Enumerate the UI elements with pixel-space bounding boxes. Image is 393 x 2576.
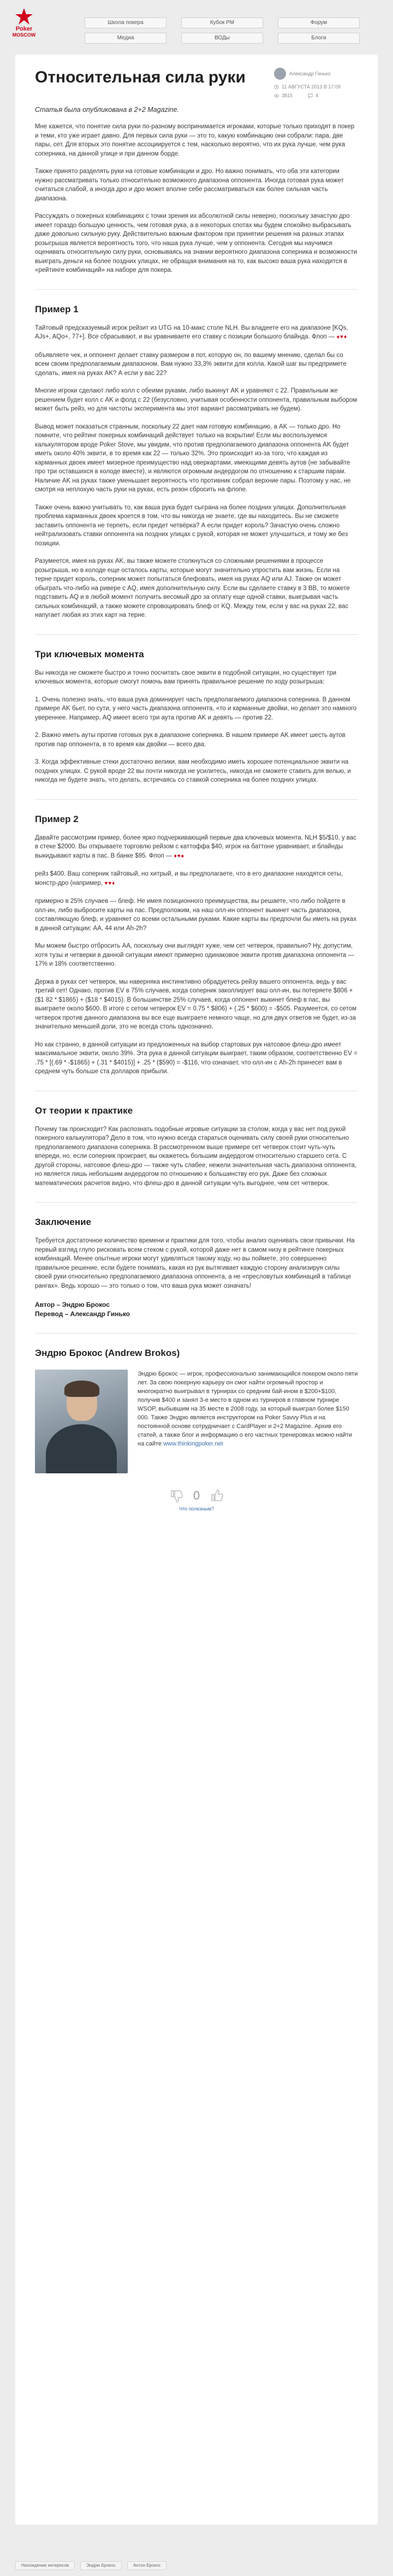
key-point: 3. Когда эффективные стеки достаточно велики, вам необходимо иметь хорошее потенциальное эквити на поздних улицах. С рукой вроде 22 вы почти никогда не усилитесь, никогда не сможете ставить для велью, и никогда не будете знать, что делать, встречаясь со ставкой соперника на более поздних улицах. bbox=[35, 759, 351, 783]
article-title: Относительная сила руки bbox=[35, 68, 246, 86]
body-paragraph: Разумеется, имея на руках AK, вы также можете столкнуться со сложными решениями в процессе розыгрыша, но в колоде еще осталось карты, которые могут значительно упростить вам жизнь. Если на терне придет король, соперник может попытаться блефовать, имея на руках AQ или AJ. Также он может обыграть что-либо на ривере с AQ, имея дополнительную силу. Если вы сделаете ставку в 3 BB, то можете подставить AQ и в любой момент получить весомый дро за оплату еще одной ставки, выигрывая часть сильных комбинаций, а также можете спровоцировать блеф от KQ. Между тем, если у вас на руках 22, вас напугает любая из этих карт на терне. bbox=[35, 558, 350, 618]
publish-date: 11 АВГУСТА 2013 В 17:09 bbox=[282, 84, 341, 90]
footer-link[interactable]: Нахождение интересов bbox=[15, 2561, 75, 2570]
star-logo-icon bbox=[15, 8, 33, 26]
body-paragraph: Почему так происходит? Как распознать подобные игровые ситуации за столом, когда у вас нет под рукой покерного калькулятора? Дело в том, что нужно всегда стараться оценивать силу своей руки относительно предполагаемого диапазона соперника. В рассмотренном выше примере сет четверок стоит чуть-чуть впереди, но, если соперник проиграет, вы окажетесь большим андердогом относительно старшего сета. С другой стороны, натсовое флеш-дро — также чуть слабее, нежели значительная часть диапазона оппонента, но является лишь небольшим андердогом по отношению к большинству его рук. Даже без сложных математических расчетов видно, что флеш-дро в данной ситуации чуть выгоднее, чем сет четверок. bbox=[35, 1126, 356, 1187]
key-point: 2. Важно иметь ауты против готовых рук в диапазоне соперника. В нашем примере AK имеет шесть аутов против пар оппонента, в то время как двойки — всего два. bbox=[35, 732, 346, 748]
date-row bbox=[274, 84, 356, 90]
section-divider bbox=[35, 634, 358, 635]
bio-heading: Эндрю Брокос (Andrew Brokos) bbox=[35, 1348, 180, 1358]
footer bbox=[0, 2555, 393, 2576]
thumbs-down-icon[interactable] bbox=[169, 1489, 183, 1503]
body-paragraph: примерно в 25% случаев — блеф. Не имея позиционного преимущества, вы решаете, что либо пойдете в олл-ин, либо выбросите карты на пас. Предположим, на наш олл-ин оппонент выкинет часть диапазона, составляющую блеф, и уравняет со всеми остальными руками. Какие карты вы предпочли бы иметь на руках в данной ситуации: AA, 44 или Ah-2h? bbox=[35, 898, 357, 932]
flop-cards: ♠♥♦ bbox=[336, 334, 348, 340]
comment-icon bbox=[308, 93, 313, 98]
author-name: Александр Гинько bbox=[289, 71, 331, 76]
credit-author: Автор – Эндрю Брокос bbox=[35, 1301, 110, 1308]
section-heading: Заключение bbox=[35, 1217, 91, 1227]
body-text: рейз $400. Ваш соперник тайтовый, но хитрый, и вы предполагаете, что в его диапазоне находятся сеты, монстр-дро (например, bbox=[35, 871, 343, 887]
body-paragraph: Держа в руках сет четверок, мы наверняка инстинктивно обрадуетесь рейзу вашего оппонента, ведь у вас третий сет! Однако, против EV в 75% случаев, когда соперник заколлирует ваш олл-ин, вы потеряете $806 + ($1 82 * $1865) + ($18 * $4015). В большинстве 25% случаев, когда оппонент выкинет блеф в пас, вы выиграете около $600. В итоге с сетом четверок EV = 0.75 * $806) + (.25 * $600) = -$505. Разумеется, со сетом четверок против данного диапазона вы все еще выиграете немного чаще, но для двух ответов не будет, из-за значительно меньшей доли, это не всегда столь однозначно. bbox=[35, 978, 357, 1030]
section-divider bbox=[35, 289, 358, 290]
flop-cards: ♦♥♠ bbox=[174, 853, 184, 859]
logo[interactable] bbox=[8, 8, 40, 40]
body-paragraph: Но как странно, в данной ситуации из предложенных на выбор стартовых рук натсовое флеш-дро имеет максимальное эквити, около 39%. Эта рука в данной ситуации выиграет, таким образом, соответственно EV = .75 * [(.69 * -$1865) + (.31 * $4015)] + .25 * ($590) = -$116, что означает, что олл-ин с Ah-2h принесет вам в среднем чуть больше ста долларов прибыли. bbox=[35, 1041, 358, 1075]
section-divider bbox=[35, 799, 358, 800]
body-paragraph: Мне кажется, что понятие сила руки по-разному воспринимается игроками, которые только приходят в покер и теми, кто уже играет давно. Для первых сила руки — это то, какую комбинацию они собрали: пара, две пары, сет. Для вторых это понятие ассоциируется с тем, насколько вероятно, что их рука лучше, чем рука соперника, на данной улице и при данном борде. bbox=[35, 123, 355, 157]
body-paragraph: Требуется достаточное количество времени и практики для того, чтобы анализ оценивать свои привычки. На первый взгляд глупо рисковать всем стеком с рукой, которой даже нет в самом низу в рейтинге покерных комбинаций. Менее опытные игроки могут удивляться такому ходу, но вы поймете, это совершенно правильное решение, если будете понимать, какая из рук вытягивает каждую сторону анализируя силы своей руки относительно предполагаемого диапазона оппонента, а не «пресловутых комбинаций в таблице рангах». Ведь хорошо — это только о том, что ваша рука может означать! bbox=[35, 1238, 355, 1289]
key-point: 1. Очень полезно знать, что ваша рука доминирует часть предполагаемого диапазона соперника. В данном примере AK бьет, по сути, у него часть диапазона оппонента, «то и карманные двойки, но делает это намного увереннее. Например, AQ имеет всего три аута против AK и девять — против 22. bbox=[35, 696, 357, 721]
nav-item-vods[interactable]: ВОДы bbox=[181, 33, 263, 44]
section-divider bbox=[35, 1202, 358, 1203]
bio-website-link[interactable]: www.thinkingpoker.net bbox=[163, 1441, 223, 1447]
bio-text bbox=[138, 1370, 358, 1473]
article-meta bbox=[274, 68, 356, 102]
body-paragraph: Вы никогда не сможете быстро и точно посчитать свое эквити в подобной ситуации, но существует три ключевых момента, которые смогут помочь вам принять правильное решение по ходу розыгрыша: bbox=[35, 669, 337, 685]
nav-item-media[interactable]: Медиа bbox=[85, 33, 166, 44]
body-paragraph bbox=[35, 324, 358, 342]
eye-icon bbox=[274, 93, 279, 98]
footer-link[interactable]: Антон Брокос bbox=[127, 2561, 167, 2570]
body-paragraph: объявляете чек, и оппонент делает ставку размером в пот, которую он, по вашему мнению, сделал бы со всем своим предполагаемым диапазоном. Вам нужно 33,3% эквити для колла. Какой шаг вы предпримете сделать, имея на руках AK? А если у вас 22? bbox=[35, 352, 347, 377]
rating-question[interactable]: Что полезным? bbox=[178, 1506, 215, 1512]
stats-row bbox=[274, 93, 356, 98]
nav-item-cup[interactable]: Кубок РМ bbox=[181, 17, 263, 28]
body-paragraph: Рассуждать о покерных комбинациях с точки зрения их абсолютной силы неверно, поскольку зачастую дро имеет гораздо большую ценность, чем готовая рука, а в некоторых спотах мы будем спокойно выбрасывать даже довольно сильную руку. Действительно важным фактором при принятии решения на разных этапах розыгрыша является вероятность того, что наша рука лучше, чем у оппонента. Сегодня мы научимся оценивать относительную силу руки, основываясь на знании вероятного диапазона соперника и возможности выиграть деньги на более поздних улицах, не обращая внимания на то, как высоко ваша рука находится в «рейтинге комбинаций» на наборе для покера. bbox=[35, 213, 358, 273]
section-divider bbox=[35, 1333, 358, 1334]
author-avatar bbox=[274, 68, 286, 80]
clock-icon bbox=[274, 85, 279, 90]
body-text: Давайте рассмотрим пример, более ярко подчеркивающий первые два ключевых момента. NLH $5/$10, у вас в стеке $2000. Вы открываете торговлю рейзом с каттоффа $40, игрок на баттоне уравнивает, и блайнды выкидывают карты в пас. В банке $95. Флоп — bbox=[35, 834, 356, 859]
article-card bbox=[15, 55, 378, 2525]
section-heading: От теории к практике bbox=[35, 1105, 133, 1116]
credit-translator: Перевод – Александр Гинько bbox=[35, 1310, 130, 1318]
logo-city: MOSCOW bbox=[12, 32, 36, 38]
body-paragraph: Многие игроки сделают либо колл с обеими руками, либо выкинут AK и уравняют с 22. Правильным же решением будет колл с AK и фолд с 22 (безусловно, учитывая особенности оппонента, правильным выбором может быть рейз, но для чистоты эксперимента мы этот вариант рассматривать не будем). bbox=[35, 388, 358, 412]
nav-item-poker-school[interactable]: Школа покера bbox=[85, 17, 166, 28]
section-heading: Три ключевых момента bbox=[35, 649, 144, 659]
author-photo bbox=[35, 1370, 128, 1473]
body-text: Тайтовый предсказуемый игрок рейзит из UTG на 10-макс столе NLH. Вы владеете его на диапазоне [KQs, AJs+, AQo+, 77+]. Все сбрасывают, и вы уравниваете его ставку с позиции большого блайнда. Флоп — bbox=[35, 324, 348, 340]
rating-widget bbox=[35, 1489, 358, 1503]
main-navigation bbox=[85, 17, 360, 44]
body-paragraph: Вывод может показаться странным, поскольку 22 дает нам готовую комбинацию, а AK — только дро. Но помните, что рейтинг покерных комбинаций действует только на вскрытии! Если мы воспользуемся калькулятором вроде Poker Stove, мы увидим, что против предполагаемого диапазона оппонента AK будет иметь около 40% эквити, в то время как 22 — только 32%. Это происходит из-за того, что каждая из карманных двоек имеет мизерное преимущество над оверкартами, имеющими девять аутов (не забывайте про три оставшихся в колоде вместе), и являются огромным андердогом по отношению к старшим парам. Наличие AK на руках также уменьшает вероятность что противник собрал верхние пары. Поэтому у нас, не смотря на неплохую часть руки на руках, есть резон сбросить на флопе. bbox=[35, 423, 351, 493]
body-paragraph bbox=[35, 834, 358, 861]
body-paragraph: Мы можем быстро отбросить AA, поскольку они выглядят хуже, чем сет четверок, правильно? Ну, допустим, хотя тузы и четверки в данной ситуации имеют примерно одинаковое эквити против диапазона оппонента — 17% и 18% соответственно. bbox=[35, 943, 354, 967]
body-paragraph: Также принято разделять руки на готовые комбинации и дро. Но важно понимать, что оба эти категории нужно рассматривать только относительно возможного диапазона оппонента. Иногда готовая рука может считаться слабой, а иногда дро и дро может вполне себе рассматриваться как более сильная часть диапазона. bbox=[35, 168, 344, 202]
bio-description: Эндрю Брокос — игрок, профессионально занимающийся покером около пяти лет. За свою покерную карьеру он смог найти огромный простор и многократно выигрывал в турнирах со средним бай-ином в $200+$100, получив $400 и занял 3-е место в одном из турниров в главном турнире WSOP, выбывшим на 35 месте в 2008 году, за который выиграл более $150 000. Также Эндрю является инструктором на Poker Savvy Plus и на постоянной основе сотрудничает с CardPlayer и 2+2 Magazine. Архив его статей, а также блог и информацию о его частных тренировках можно найти на сайте bbox=[138, 1371, 358, 1447]
nav-item-forum[interactable]: Форум bbox=[278, 17, 360, 28]
article-credits bbox=[35, 1300, 358, 1319]
footer-links bbox=[15, 2561, 166, 2570]
author-row[interactable] bbox=[274, 68, 356, 80]
comment-count[interactable]: 4 bbox=[315, 93, 319, 98]
thumbs-up-icon[interactable] bbox=[210, 1489, 224, 1503]
author-bio bbox=[35, 1370, 358, 1473]
footer-link[interactable]: Эндрю Брокос bbox=[80, 2561, 122, 2570]
top-bar bbox=[0, 0, 393, 50]
body-paragraph: Также очень важно учитывать то, как ваша рука будет сыграна на более поздних улицах. Дополнительная проблема карманных двоек кроется в том, что вы никогда не знаете, где вы находитесь. Вы не сможете заставить оппонента не терпеть, если предет четвёрка? А если придет король? Зачастую очень сложно нейтрализовать ставки оппонента на поздних улицах с рукой, которая не может улучшиться, и тому же без позиции. bbox=[35, 504, 348, 547]
nav-item-blogs[interactable]: Блоги bbox=[278, 33, 360, 44]
section-heading: Пример 2 bbox=[35, 813, 79, 824]
article-intro: Статья была опубликована в 2+2 Magazine. bbox=[35, 106, 179, 114]
logo-brand: Poker bbox=[15, 26, 33, 32]
hand-cards: ♥♥♦ bbox=[104, 880, 116, 887]
section-heading: Пример 1 bbox=[35, 304, 79, 314]
view-count: 3815 bbox=[282, 93, 293, 98]
rating-count: 0 bbox=[193, 1489, 200, 1502]
body-paragraph bbox=[35, 870, 358, 888]
